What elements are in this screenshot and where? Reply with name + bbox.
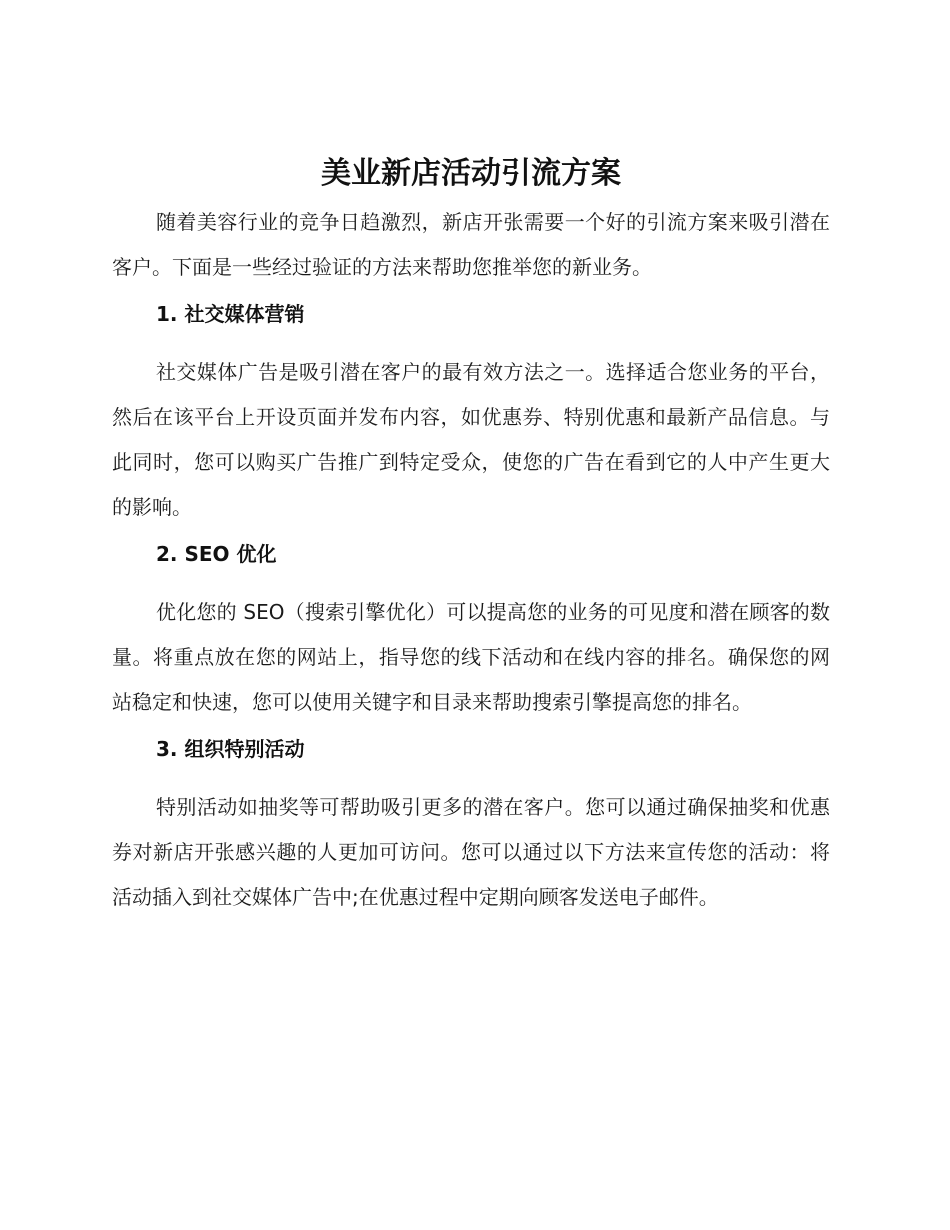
document-page — [112, 148, 830, 920]
section-2-body: 优化您的 SEO（搜索引擎优化）可以提高您的业务的可见度和潜在顾客的数量。将重点放在您的网站上，指导您的线下活动和在线内容的排名。确保您的网站稳定和快速，您可以使用关键字和目录来帮助搜索引擎提高您的排名。 — [112, 600, 830, 714]
section-3-heading: 3. 组织特别活动 — [156, 737, 305, 761]
document-title: 美业新店活动引流方案 — [321, 156, 621, 191]
section-1-body: 社交媒体广告是吸引潜在客户的最有效方法之一。选择适合您业务的平台，然后在该平台上开设页面并发布内容，如优惠券、特别优惠和最新产品信息。与此同时，您可以购买广告推广到特定受众，使您的广告在看到它的人中产生更大的影响。 — [112, 360, 830, 519]
section-3-body: 特别活动如抽奖等可帮助吸引更多的潜在客户。您可以通过确保抽奖和优惠券对新店开张感兴趣的人更加可访问。您可以通过以下方法来宣传您的活动：将活动插入到社交媒体广告中;在优惠过程中定期向顾客发送电子邮件。 — [112, 795, 830, 909]
section-2-heading: 2. SEO 优化 — [156, 542, 277, 566]
section-1-heading: 1. 社交媒体营销 — [156, 302, 305, 326]
intro-paragraph: 随着美容行业的竞争日趋激烈，新店开张需要一个好的引流方案来吸引潜在客户。下面是一些经过验证的方法来帮助您推举您的新业务。 — [112, 210, 830, 279]
